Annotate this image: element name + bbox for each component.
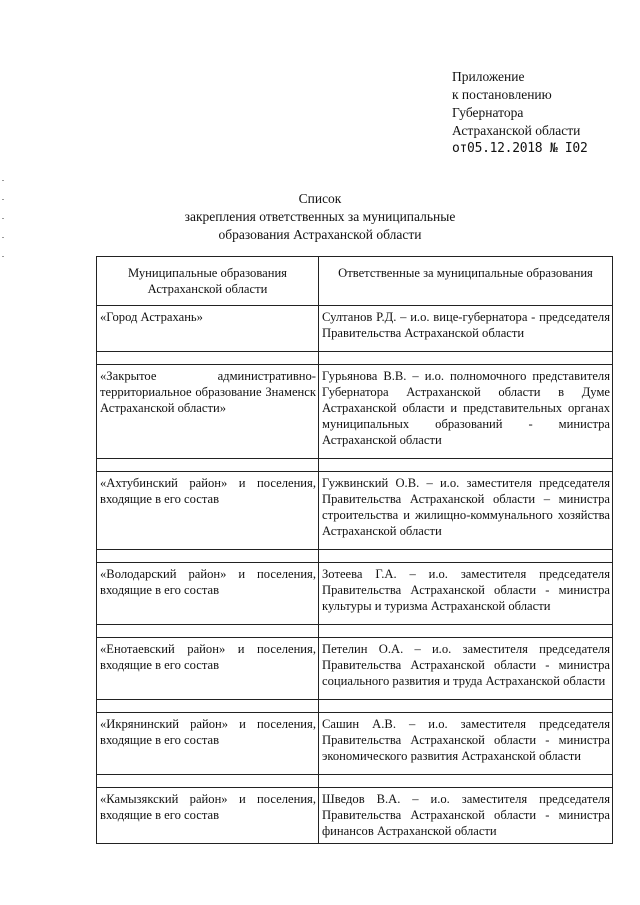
appendix-line-2: к постановлению — [452, 87, 552, 102]
table-row — [97, 638, 613, 700]
cell-responsible: Зотеева Г.А. – и.о. заместителя председателя Правительства Астраханской области - министра культуры и туризма Астраханской области — [319, 563, 613, 625]
cell-responsible: Сашин А.В. – и.о. заместителя председателя Правительства Астраханской области - министра экономического развития Астраханской области — [319, 713, 613, 775]
row-spacer — [97, 625, 613, 638]
row-spacer — [97, 700, 613, 713]
document-title — [0, 190, 640, 244]
row-spacer — [97, 550, 613, 563]
cell-responsible: Гурьянова В.В. – и.о. полномочного представителя Губернатора Астраханской области в Думе Астраханской области и представительных органах муниципальных образований - министра Астраханской области — [319, 365, 613, 459]
table-row — [97, 788, 613, 844]
cell-municipality: «Закрытое административно-территориальное образование Знаменск Астраханской области» — [97, 365, 319, 459]
cell-municipality: «Володарский район» и поселения, входящие в его состав — [97, 563, 319, 625]
table-row — [97, 365, 613, 459]
cell-responsible: Шведов В.А. – и.о. заместителя председателя Правительства Астраханской области - министра финансов Астраханской области — [319, 788, 613, 844]
cell-responsible: Гужвинский О.В. – и.о. заместителя председателя Правительства Астраханской области – министра строительства и жилищно-коммунального хозяйства Астраханской области — [319, 472, 613, 550]
row-spacer — [97, 459, 613, 472]
cell-responsible: Петелин О.А. – и.о. заместителя председателя Правительства Астраханской области - министра социального развития и труда Астраханской области — [319, 638, 613, 700]
cell-municipality: «Ахтубинский район» и поселения, входящие в его состав — [97, 472, 319, 550]
table-row — [97, 713, 613, 775]
row-spacer — [97, 775, 613, 788]
header-responsible: Ответственные за муниципальные образования — [319, 257, 613, 306]
title-line-1: Список — [298, 191, 342, 206]
table-header-row — [97, 257, 613, 306]
appendix-line-4: Астраханской области — [452, 123, 581, 138]
cell-municipality: «Икрянинский район» и поселения, входящие в его состав — [97, 713, 319, 775]
cell-municipality: «Камызякский район» и поселения, входящие в его состав — [97, 788, 319, 844]
row-spacer — [97, 352, 613, 365]
header-municipality: Муниципальные образования Астраханской области — [97, 257, 319, 306]
title-line-2: закрепления ответственных за муниципальные — [184, 209, 456, 224]
table-row — [97, 306, 613, 352]
cell-municipality: «Енотаевский район» и поселения, входящие в его состав — [97, 638, 319, 700]
title-line-3: образования Астраханской области — [218, 227, 422, 242]
appendix-date-number: от05.12.2018 № I02 — [452, 141, 588, 156]
assignment-table — [96, 256, 613, 844]
appendix-header — [452, 68, 587, 158]
table-row — [97, 472, 613, 550]
cell-responsible: Султанов Р.Д. – и.о. вице-губернатора - председателя Правительства Астраханской области — [319, 306, 613, 352]
appendix-line-3: Губернатора — [452, 105, 524, 120]
cell-municipality: «Город Астрахань» — [97, 306, 319, 352]
appendix-line-1: Приложение — [452, 69, 525, 84]
table-row — [97, 563, 613, 625]
